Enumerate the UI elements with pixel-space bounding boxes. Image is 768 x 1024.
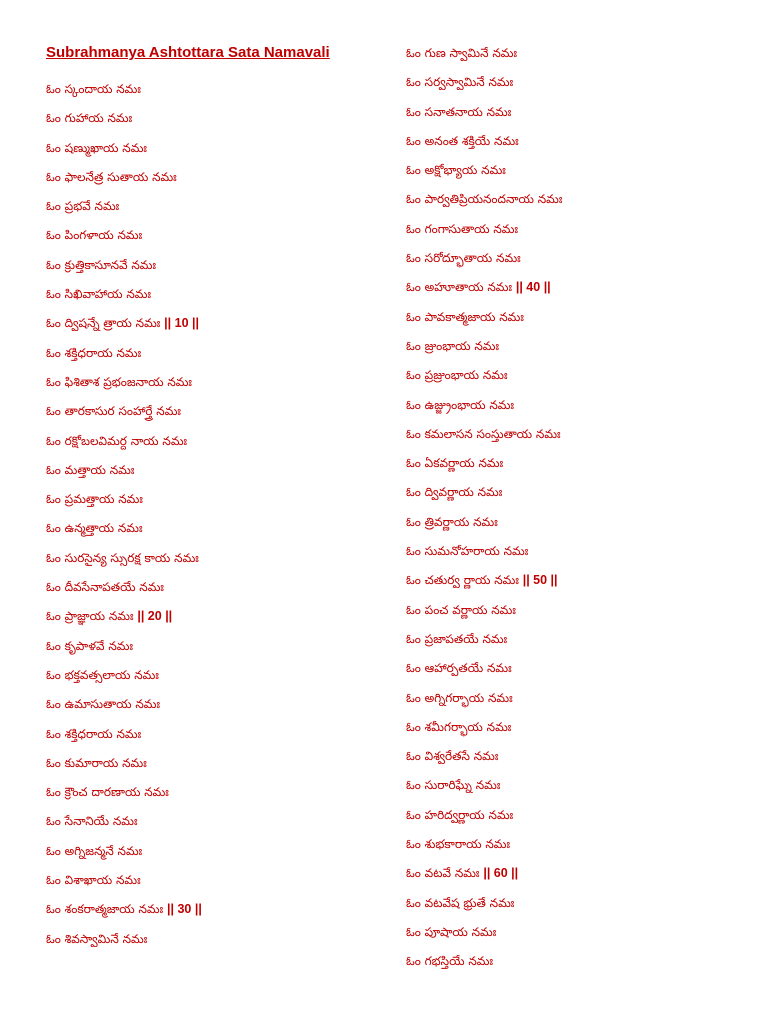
name-line bbox=[406, 862, 756, 891]
name-text: ఓం ఉన్మత్తాయ నమః bbox=[46, 521, 143, 536]
name-line bbox=[406, 130, 756, 159]
name-line bbox=[406, 101, 756, 130]
name-line bbox=[406, 599, 756, 628]
name-line bbox=[406, 833, 756, 862]
name-line bbox=[406, 394, 756, 423]
verse-count-marker: || 40 || bbox=[515, 280, 551, 295]
name-text: ఓం ఏకవర్ణాయ నమః bbox=[406, 456, 504, 471]
name-text: ఓం ఫాలనేత్ర సుతాయ నమః bbox=[46, 169, 177, 184]
name-text: ఓం పంచ వర్ణాయ నమః bbox=[406, 602, 516, 617]
name-text: ఓం భక్తవత్సలాయ నమః bbox=[46, 667, 159, 682]
name-text: ఓం పార్వతిప్రియనందనాయ నమః bbox=[406, 192, 563, 207]
name-text: ఓం అగ్నిగర్భాయ నమః bbox=[406, 690, 513, 705]
name-line bbox=[46, 723, 376, 752]
name-text: ఓం క్రుత్తికాసూనవే నమః bbox=[46, 257, 157, 272]
name-text: ఓం శివస్వామినే నమః bbox=[46, 931, 148, 946]
name-line bbox=[406, 628, 756, 657]
name-line bbox=[406, 306, 756, 335]
name-text: ఓం శమీగర్భాయ నమః bbox=[406, 719, 512, 734]
name-line bbox=[406, 921, 756, 950]
name-line bbox=[406, 804, 756, 833]
name-text: ఓం ద్వివర్ణాయ నమః bbox=[406, 485, 503, 500]
name-line bbox=[406, 657, 756, 686]
name-text: ఓం అగ్నిజన్మనే నమః bbox=[46, 843, 143, 858]
name-line bbox=[46, 400, 376, 429]
name-line bbox=[406, 716, 756, 745]
name-line bbox=[46, 78, 376, 107]
name-text: ఓం విశాఖాయ నమః bbox=[46, 873, 141, 888]
name-text: ఓం స్కందాయ నమః bbox=[46, 82, 141, 96]
name-line bbox=[46, 371, 376, 400]
name-text: ఓం సురారిఘ్నే నమః bbox=[406, 778, 501, 793]
name-text: ఓం ప్రాజ్ఞాయ నమః bbox=[46, 609, 134, 624]
verse-count-marker: || 20 || bbox=[137, 609, 173, 624]
name-line bbox=[406, 159, 756, 188]
name-text: ఓం సిఖివాహాయ నమః bbox=[46, 287, 152, 302]
name-line bbox=[406, 745, 756, 774]
name-text: ఓం రక్షోబలవిమర్ద నాయ నమః bbox=[46, 433, 188, 448]
name-line bbox=[46, 107, 376, 136]
name-text: ఓం శక్తిధరాయ నమః bbox=[46, 345, 142, 360]
name-text: ఓం సేనానియే నమః bbox=[46, 814, 138, 829]
name-text: ఓం కుమారాయ నమః bbox=[46, 755, 147, 770]
left-column-list bbox=[46, 78, 376, 957]
name-text: ఓం పింగళాయ నమః bbox=[46, 228, 143, 243]
name-text: ఓం మత్తాయ నమః bbox=[46, 462, 135, 477]
name-text: ఓం దీవసేనాపతయే నమః bbox=[46, 580, 164, 595]
name-line bbox=[406, 364, 756, 393]
name-line bbox=[46, 869, 376, 898]
name-text: ఓం కృపాళవే నమః bbox=[46, 638, 133, 653]
name-text: ఓం గుహాయ నమః bbox=[46, 111, 133, 126]
name-line bbox=[46, 664, 376, 693]
name-text: ఓం శక్తిధరాయ నమః bbox=[46, 726, 142, 741]
name-line bbox=[46, 459, 376, 488]
name-text: ఓం అక్షోభ్యాయ నమః bbox=[406, 163, 506, 178]
name-text: ఓం శంకరాత్మజాయ నమః bbox=[46, 902, 164, 917]
name-text: ఓం ప్రజ్రుంభాయ నమః bbox=[406, 368, 508, 383]
name-line bbox=[46, 781, 376, 810]
name-line bbox=[46, 166, 376, 195]
name-line bbox=[406, 481, 756, 510]
name-line bbox=[406, 335, 756, 364]
name-text: ఓం సుమనోహరాయ నమః bbox=[406, 544, 529, 559]
name-line bbox=[406, 452, 756, 481]
name-line bbox=[406, 247, 756, 276]
name-text: ఓం అహూతాయ నమః bbox=[406, 280, 513, 295]
name-line bbox=[46, 898, 376, 927]
name-text: ఓం గంగాసుతాయ నమః bbox=[406, 221, 519, 236]
name-line bbox=[46, 137, 376, 166]
name-line bbox=[46, 430, 376, 459]
name-text: ఓం సనాతనాయ నమః bbox=[406, 104, 512, 119]
verse-count-marker: || 50 || bbox=[522, 573, 558, 588]
name-line bbox=[46, 810, 376, 839]
name-line bbox=[406, 540, 756, 569]
name-line bbox=[46, 342, 376, 371]
name-line bbox=[406, 950, 756, 979]
name-line bbox=[46, 928, 376, 957]
name-text: ఓం ఉజ్జ్రుంభాయ నమః bbox=[406, 397, 515, 412]
name-text: ఓం శుభకారాయ నమః bbox=[406, 837, 510, 852]
name-line bbox=[46, 254, 376, 283]
name-text: ఓం అనంత శక్తియే నమః bbox=[406, 133, 519, 148]
name-line bbox=[46, 576, 376, 605]
name-text: ఓం పావకాత్మజాయ నమః bbox=[406, 309, 524, 324]
name-line bbox=[406, 42, 756, 71]
name-line bbox=[46, 635, 376, 664]
name-text: ఓం ప్రజాపతయే నమః bbox=[406, 631, 508, 646]
name-text: ఓం పూషాయ నమః bbox=[406, 924, 497, 939]
name-line bbox=[46, 693, 376, 722]
name-line bbox=[46, 547, 376, 576]
name-text: ఓం క్రౌంచ దారణాయ నమః bbox=[46, 785, 169, 800]
name-text: ఓం ఉమాసుతాయ నమః bbox=[46, 697, 161, 712]
name-text: ఓం షణ్ముఖాయ నమః bbox=[46, 140, 147, 155]
name-line bbox=[46, 195, 376, 224]
verse-count-marker: || 10 || bbox=[164, 316, 199, 331]
name-line bbox=[46, 312, 376, 341]
name-line bbox=[406, 774, 756, 803]
name-line bbox=[46, 752, 376, 781]
name-line bbox=[46, 224, 376, 253]
name-line bbox=[406, 569, 756, 598]
name-text: ఓం హరిద్వర్ణాయ నమః bbox=[406, 807, 514, 822]
name-text: ఓం విశ్వరేతసే నమః bbox=[406, 749, 499, 764]
name-text: ఓం ద్విషన్నే త్రాయ నమః bbox=[46, 316, 161, 331]
name-text: ఓం తారకాసుర సంహార్త్రే నమః bbox=[46, 404, 181, 419]
name-text: ఓం సరోద్భూతాయ నమః bbox=[406, 251, 521, 266]
name-text: ఓం సర్వస్వామినే నమః bbox=[406, 75, 514, 90]
name-line bbox=[46, 840, 376, 869]
name-text: ఓం త్రివర్ణాయ నమః bbox=[406, 514, 498, 529]
name-text: ఓం వటవేష భ్రుతే నమః bbox=[406, 895, 515, 910]
verse-count-marker: || 30 || bbox=[167, 902, 202, 917]
name-line bbox=[46, 283, 376, 312]
name-text: ఓం చతుర్వ ర్ణాయ నమః bbox=[406, 573, 519, 588]
verse-count-marker: || 60 || bbox=[483, 866, 519, 881]
name-text: ఓం ఆహార్పతయే నమః bbox=[406, 661, 512, 676]
right-column-list bbox=[406, 42, 756, 980]
name-text: ఓం గుణ స్వామినే నమః bbox=[406, 46, 518, 60]
name-text: ఓం ప్రమత్తాయ నమః bbox=[46, 492, 143, 507]
name-text: ఓం కమలాసన సంస్తుతాయ నమః bbox=[406, 426, 561, 441]
name-line bbox=[406, 511, 756, 540]
name-text: ఓం గభస్తియే నమః bbox=[406, 954, 494, 969]
name-line bbox=[406, 188, 756, 217]
name-line bbox=[406, 423, 756, 452]
name-line bbox=[406, 687, 756, 716]
name-line bbox=[406, 276, 756, 305]
name-text: ఓం ఫిశితాశ ప్రభంజనాయ నమః bbox=[46, 374, 192, 389]
name-line bbox=[406, 892, 756, 921]
name-line bbox=[406, 71, 756, 100]
name-line bbox=[406, 218, 756, 247]
name-line bbox=[46, 605, 376, 634]
name-line bbox=[46, 517, 376, 546]
name-text: ఓం సురసైన్య స్సురక్ష కాయ నమః bbox=[46, 550, 199, 565]
name-text: ఓం ప్రభవే నమః bbox=[46, 199, 120, 214]
document-title: Subrahmanya Ashtottara Sata Namavali bbox=[46, 44, 330, 61]
name-line bbox=[46, 488, 376, 517]
name-text: ఓం జ్రుంభాయ నమః bbox=[406, 338, 500, 353]
name-text: ఓం వటవే నమః bbox=[406, 866, 480, 881]
